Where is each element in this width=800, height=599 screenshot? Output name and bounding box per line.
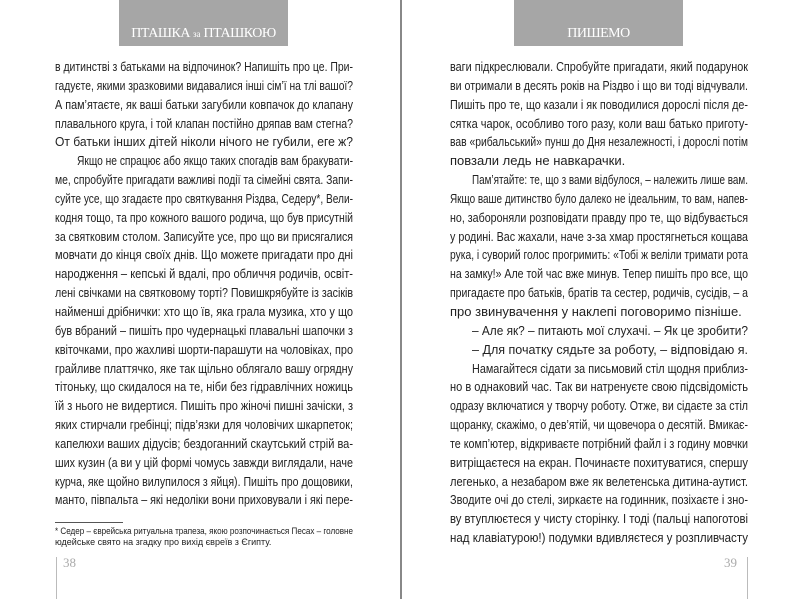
running-header-chapter-title (514, 0, 683, 46)
text-line (450, 360, 748, 379)
text-line-content: те комп’ютер, відкриваєте потрібний файл і з годину мовчки (450, 435, 748, 451)
text-line (55, 341, 353, 360)
text-line (55, 378, 353, 397)
text-line-content: грайливе платтячко, яке так щільно облягало вашу огрядну (55, 360, 353, 376)
text-line (55, 133, 353, 152)
text-line-content: їй з нього не видертися. Пишіть про жіночі пишні зачіски, з (55, 398, 353, 414)
text-line-content: кодня тощо, та про кожного вашого родича, що був присутній (55, 209, 353, 225)
text-line-content: повзали ледь не навкарачки. (450, 153, 626, 169)
text-line-content: над клавіатурою!) подумки вдивляєтеся у розпливчасту (450, 530, 748, 546)
text-line (55, 473, 353, 492)
header-title: ПИШЕМО (567, 26, 630, 41)
text-line (55, 96, 353, 115)
text-line (55, 322, 353, 341)
text-line (450, 228, 748, 247)
text-line (450, 303, 748, 322)
text-line-content: легенько, а незабаром вже як велетенська дитина-аутист. (450, 473, 748, 489)
text-line (55, 171, 353, 190)
text-line-content: сятка чарок, особливо того разу, коли ваш батько приготу- (450, 115, 748, 131)
text-line (450, 209, 748, 228)
text-line (55, 228, 353, 247)
text-line-content: в дитинстві з батьками на відпочинок? Напишіть про це. При- (55, 59, 353, 74)
text-line-content: Пишіть про те, що казали і як поводилися дорослі після де- (450, 96, 748, 112)
text-line (55, 526, 353, 537)
text-line-content: А пам’ятаєте, як ваші батьки загубили ковпачок до клапану (55, 96, 353, 112)
text-line (55, 360, 353, 379)
text-line (55, 416, 353, 435)
text-line (450, 284, 748, 303)
text-line (450, 58, 748, 77)
text-line-content: народження – кепські й вдалі, про обличчя родичів, освіт- (55, 266, 353, 282)
text-line-content: квіточками, про жахливі шорти-парашути на чоловіках, про (55, 341, 353, 357)
text-line (55, 209, 353, 228)
text-line (55, 435, 353, 454)
text-line (450, 246, 748, 265)
text-line (450, 473, 748, 492)
text-line (55, 115, 353, 134)
text-line (450, 265, 748, 284)
text-line-content: но в однаковий час. Так ви натренуєте свою підсвідомість (450, 379, 748, 395)
text-line-content: Пам’ятайте: те, що з вами відбулося, – належить лише вам. (472, 172, 748, 188)
text-line-content: От батьки інших дітей ніколи нічого не губили, еге ж? (55, 134, 353, 150)
page-number-rule (747, 557, 748, 599)
text-line-content: ваги підкреслювали. Спробуйте пригадати, який подарунок (450, 59, 748, 74)
text-line-content: вав «рибальський» пунш до Дня незалежності, і дорослі потім (450, 134, 748, 150)
header-title-part: ПТАШКА (131, 26, 190, 41)
body-text (55, 58, 353, 510)
footnote-rule (55, 522, 123, 523)
right-page (402, 0, 800, 599)
text-line-content: на замку!» Але той час вже минув. Тепер пишіть про все, що (450, 266, 748, 282)
text-line-content: витріщаєтеся на екран. Починаєте похитуватися, спершу (450, 454, 748, 470)
text-line (450, 96, 748, 115)
text-line (55, 246, 353, 265)
text-line (450, 378, 748, 397)
text-line (55, 397, 353, 416)
text-line-content: манто, півпальта – які недоліки вони приховували і які пере- (55, 492, 353, 508)
text-line-content: одразу включатися у творчу роботу. Отже, ви сідаєте за стіл (450, 398, 748, 414)
text-line-content: курча, яке щойно вилупилося з яйця). Пишіть про дощовики, (55, 473, 353, 489)
text-line-content: найменші дрібнички: хто що їв, яка грала музика, хто у що (55, 303, 353, 319)
text-line-content: – Для початку сядьте за роботу, – відповідаю я. (472, 341, 748, 357)
text-line-content: юдейське свято на згадку про вихід євреїв з Єгипту. (55, 537, 272, 547)
text-line-content: щоранку, скажімо, о дев’ятій, чи щовечора о десятій. Вмикає- (450, 417, 748, 433)
text-line (55, 190, 353, 209)
text-line (55, 77, 353, 96)
text-line-content: плавального круга, і той клапан постійно дряпав вам стегна? (55, 115, 353, 131)
text-line-content: ме, спробуйте пригадати важливі події та сімейні свята. Запи- (55, 172, 353, 188)
text-line (55, 454, 353, 473)
text-line-content: Якщо ваше дитинство було далеко не ідеальним, то вам, напев- (450, 190, 748, 206)
text-line-content: у родині. Вас жахали, наче з-за хмар простягнеться кощава (450, 228, 748, 244)
text-line (55, 152, 353, 171)
text-line-content: тітоньку, що скидалося на те, ніби без гідравлічних ножиць (55, 379, 353, 395)
text-line-content: но, забороняли розповідати правду про те, що відбувається (450, 209, 748, 225)
page-number: 38 (63, 555, 76, 570)
text-line (450, 510, 748, 529)
text-line (450, 397, 748, 416)
text-line (55, 284, 353, 303)
text-line (450, 322, 748, 341)
text-line-content: лені свічками на святковому торті? Повишкрябуйте із засіків (55, 285, 353, 301)
text-line (450, 416, 748, 435)
body-text (450, 58, 748, 548)
text-line (450, 435, 748, 454)
text-line (450, 454, 748, 473)
text-line-content: ву втуплюєтеся у чисту сторінку. І тоді (пальці напоготові (450, 511, 748, 527)
text-line-content: Зводите очі до стелі, зиркаєте на годинник, позіхаєте і зно- (450, 492, 748, 508)
text-line (55, 58, 353, 77)
text-line-content: мовчати до кінця своїх днів. Що можете пригадати про дні (55, 247, 353, 263)
text-line-content: ших кузин (а ви у цій формі чомусь завжди виглядали, наче (55, 454, 353, 470)
text-line (450, 190, 748, 209)
text-line (450, 171, 748, 190)
text-line (55, 491, 353, 510)
text-line-content: Намагайтеся сідати за письмовий стіл щодня приблиз- (472, 360, 748, 376)
text-line (450, 77, 748, 96)
text-line (450, 133, 748, 152)
text-line (55, 265, 353, 284)
text-line-content: яких стирчали гребінці; підв’язки для чоловічих шкарпеток; (55, 417, 353, 433)
header-title-part: за (192, 29, 201, 39)
header-title-part: ПТАШКОЮ (203, 26, 276, 41)
text-line-content: капелюхи ваших дідусів; бездоганний скаутський стрій ва- (55, 435, 353, 451)
text-line-content: гадуєте, якими зразковими видавалися інші сім’ї на тлі вашої? (55, 77, 353, 93)
text-line-content: суйте усе, що згадаєте про святкування Різдва, Седеру*, Вели- (55, 190, 353, 206)
footnote (55, 526, 353, 548)
text-line-content: за святковим столом. Записуйте усе, про що ви присягалися (55, 228, 353, 244)
text-line (450, 341, 748, 360)
text-line (450, 152, 748, 171)
text-line (55, 303, 353, 322)
text-line (450, 115, 748, 134)
text-line-content: Якщо не спрацює або якщо таких спогадів вам бракувати- (77, 153, 353, 169)
text-line-content: ви отримали в десять років на Різдво і що ви тоді відчували. (450, 77, 748, 93)
text-line-content: – Але як? – питають мої слухачі. – Як це зробити? (472, 322, 748, 338)
text-line-content: про звинувачення у наклепі поговоримо пізніше. (450, 303, 742, 319)
text-line-content: був вбраний – пишіть про чудернацькі плавальні шапочки з (55, 322, 353, 338)
page-number: 39 (724, 555, 737, 570)
text-line-content: * Седер – єврейська ритуальна трапеза, якою розпочинається Песах – головне (55, 526, 353, 536)
text-line (55, 537, 353, 548)
running-header-book-title (119, 0, 288, 46)
text-line-content: пригадаєте про батьків, братів та сестер, родичів, сусідів, – а (450, 285, 748, 301)
text-line (450, 491, 748, 510)
page-number-rule (56, 557, 57, 599)
text-line-content: рука, і суворий голос прогримить: «Тобі ж веліли тримати рота (450, 247, 748, 263)
text-line (450, 529, 748, 548)
